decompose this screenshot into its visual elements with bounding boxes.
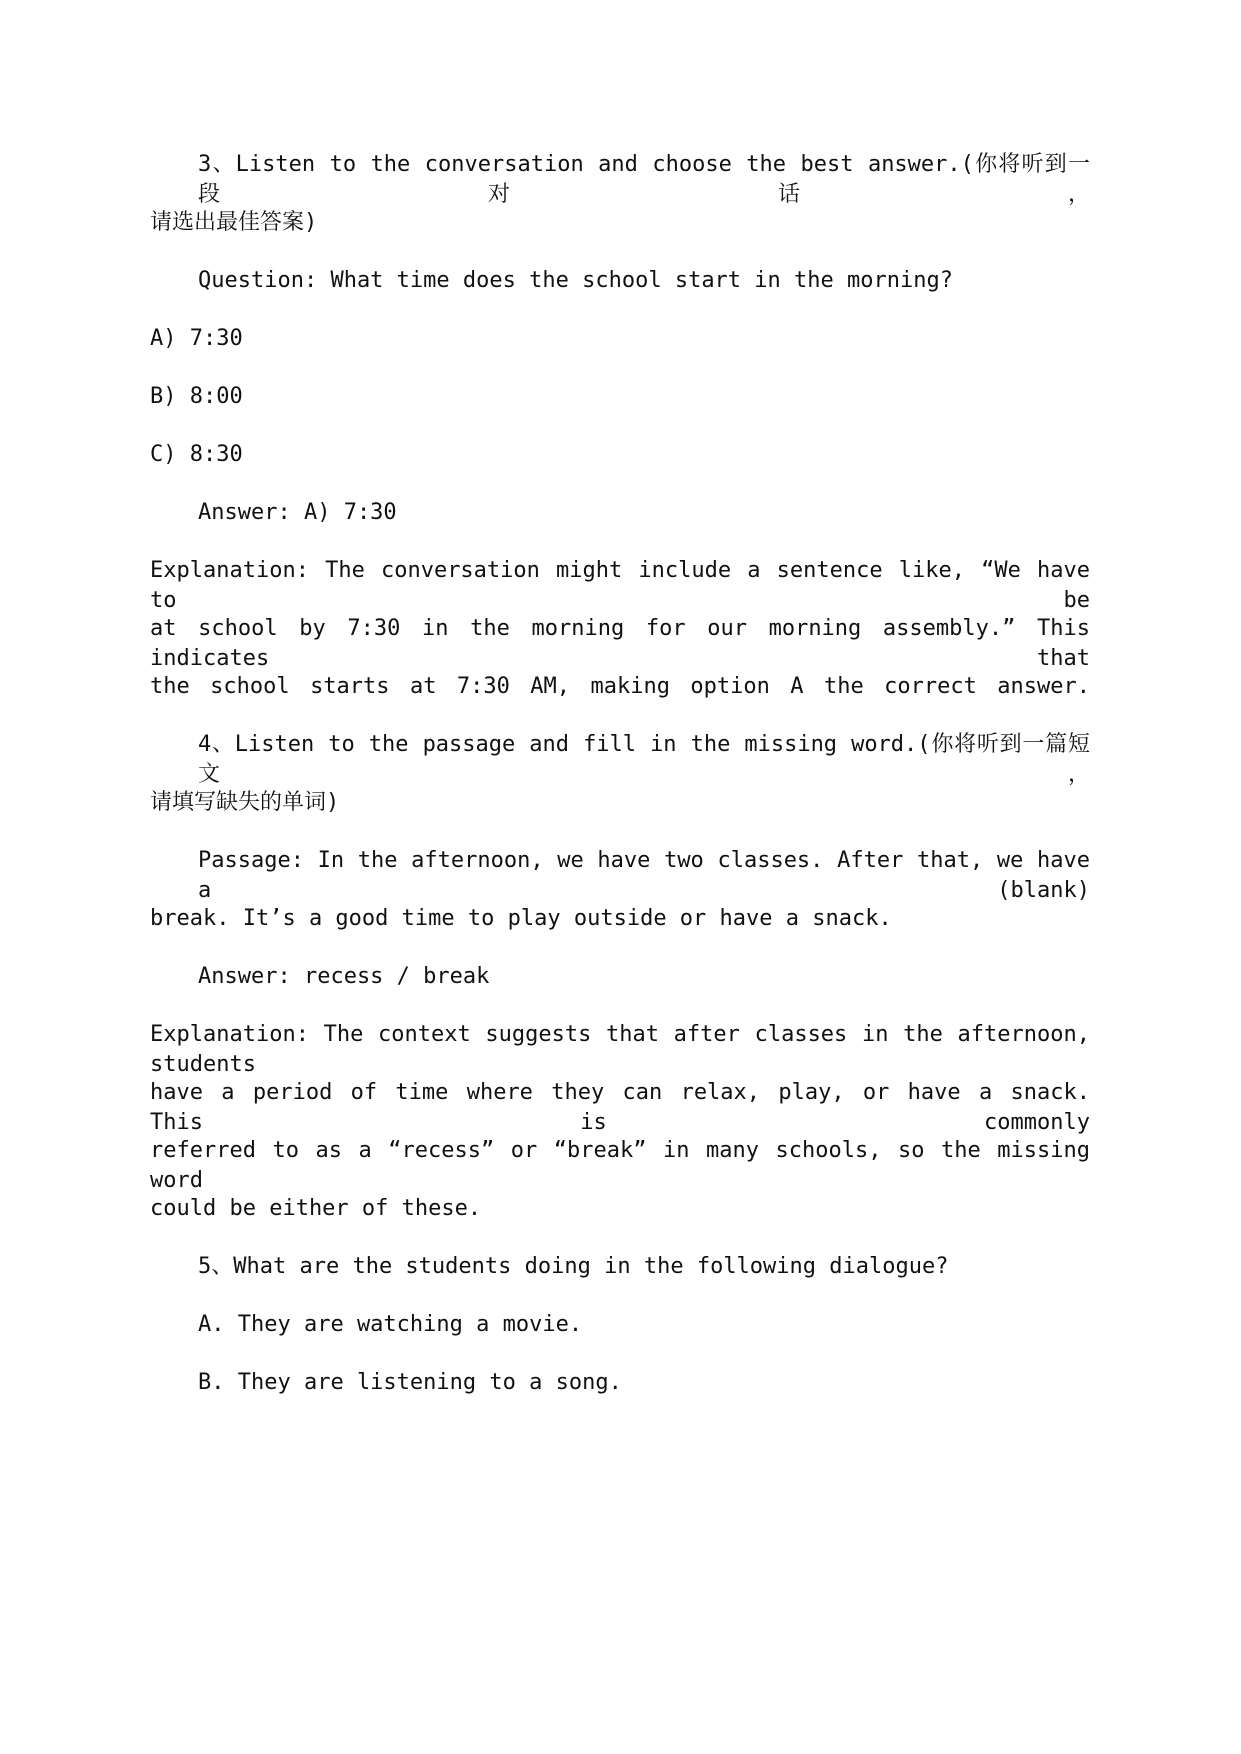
question-3-prompt: 3、Listen to the conversation and choose the best answer.(你将听到一段对话， [198, 152, 1090, 207]
question-5-prompt: 5、What are the students doing in the following dialogue? [198, 1254, 949, 1279]
question-4-passage-line-1: Passage: In the afternoon, we have two classes. After that, we have a (blank) [198, 848, 1090, 903]
question-3-option-c: C) 8:30 [150, 442, 243, 467]
question-4-explanation-line-3: referred to as a “recess” or “break” in many schools, so the missing word [150, 1138, 1090, 1193]
question-3-explanation-line-2: at school by 7:30 in the morning for our morning assembly.” This indicates that [150, 616, 1090, 671]
question-5-option-a: A. They are watching a movie. [198, 1312, 583, 1337]
question-4-prompt: 4、Listen to the passage and fill in the missing word.(你将听到一篇短文， [198, 732, 1090, 787]
question-3-answer: Answer: A) 7:30 [198, 500, 397, 525]
question-4-answer: Answer: recess / break [198, 964, 490, 989]
question-4-prompt-cont: 请填写缺失的单词) [150, 790, 340, 815]
question-3-question: Question: What time does the school start in the morning? [198, 268, 953, 293]
question-3-explanation-line-1: Explanation: The conversation might include a sentence like, “We have to be [150, 558, 1090, 613]
question-4-explanation-line-2: have a period of time where they can relax, play, or have a snack. This is commonly [150, 1080, 1090, 1135]
question-4-explanation-line-4: could be either of these. [150, 1196, 482, 1221]
question-4-passage-line-2: break. It’s a good time to play outside or have a snack. [150, 906, 892, 931]
question-3-option-a: A) 7:30 [150, 326, 243, 351]
question-3-prompt-cont: 请选出最佳答案) [150, 210, 318, 235]
question-3-explanation-line-3: the school starts at 7:30 AM, making option A the correct answer. [150, 674, 1090, 699]
question-5-option-b: B. They are listening to a song. [198, 1370, 622, 1395]
question-4-explanation-line-1: Explanation: The context suggests that after classes in the afternoon, students [150, 1022, 1090, 1077]
question-3-option-b: B) 8:00 [150, 384, 243, 409]
